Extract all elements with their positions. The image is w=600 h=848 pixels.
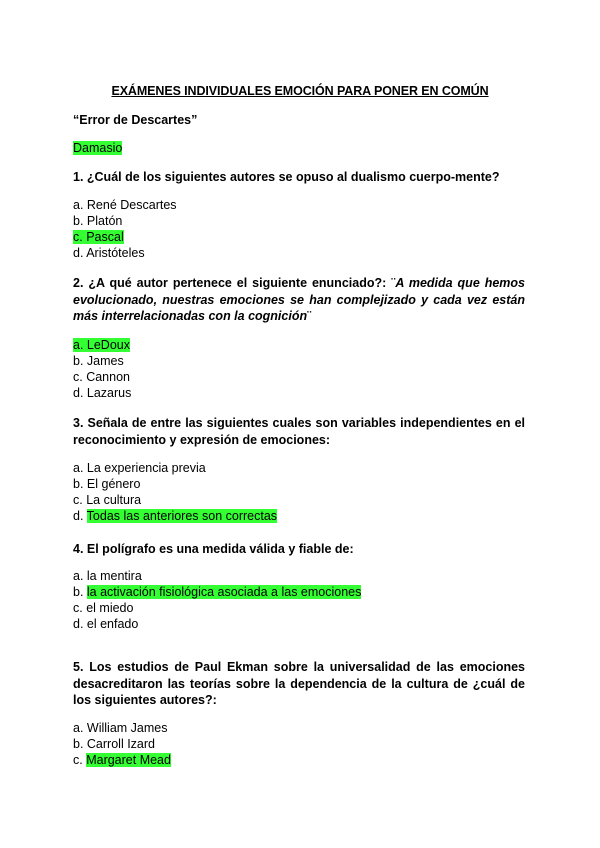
answer-highlight: Todas las anteriores son correctas bbox=[86, 509, 278, 523]
question-5: 5. Los estudios de Paul Ekman sobre la universalidad de las emociones desacreditaron las teorías sobre la dependencia de la cultura de ¿cuál de los siguientes autores?: bbox=[73, 660, 525, 707]
answer-highlight: c. Pascal bbox=[73, 230, 124, 244]
answer-highlight: a. LeDoux bbox=[73, 338, 130, 352]
option-5b: b. Carroll Izard bbox=[73, 737, 155, 751]
option-2b: b. James bbox=[73, 354, 124, 368]
option-3b: b. El género bbox=[73, 477, 141, 491]
option-5c: c. Margaret Mead bbox=[73, 753, 171, 767]
option-4a: a. la mentira bbox=[73, 569, 142, 583]
option-4d: d. el enfado bbox=[73, 617, 139, 631]
page-title: EXÁMENES INDIVIDUALES EMOCIÓN PARA PONER EN COMÚN bbox=[111, 84, 489, 98]
option-2d: d. Lazarus bbox=[73, 386, 132, 400]
answer-highlight: Margaret Mead bbox=[86, 753, 171, 767]
option-3a: a. La experiencia previa bbox=[73, 461, 206, 475]
question-2: 2. ¿A qué autor pertenece el siguiente enunciado?: ¨A medida que hemos evolucionado, nuestras emociones se han complejizado y cada vez están más interrelacionadas con la cognición¨ bbox=[73, 276, 525, 323]
option-1b: b. Platón bbox=[73, 214, 123, 228]
author-line bbox=[73, 140, 122, 156]
option-1c bbox=[73, 229, 124, 245]
option-3d: d. Todas las anteriores son correctas bbox=[73, 509, 278, 523]
option-2a bbox=[73, 337, 130, 353]
question-3: 3. Señala de entre las siguientes cuales son variables independientes en el reconocimiento y expresión de emociones: bbox=[73, 416, 525, 447]
answer-highlight: la activación fisiológica asociada a las emociones bbox=[86, 585, 362, 599]
option-5a: a. William James bbox=[73, 721, 168, 735]
option-2c: c. Cannon bbox=[73, 370, 130, 384]
option-1a: a. René Descartes bbox=[73, 198, 177, 212]
option-3c: c. La cultura bbox=[73, 493, 142, 507]
author-highlight: Damasio bbox=[73, 141, 123, 155]
subtitle: “Error de Descartes” bbox=[73, 113, 198, 127]
question-4: 4. El polígrafo es una medida válida y fiable de: bbox=[73, 542, 354, 556]
option-1d: d. Aristóteles bbox=[73, 246, 145, 260]
question-1: 1. ¿Cuál de los siguientes autores se opuso al dualismo cuerpo-mente? bbox=[73, 170, 500, 184]
option-4b: b. la activación fisiológica asociada a las emociones bbox=[73, 585, 362, 599]
option-4c: c. el miedo bbox=[73, 601, 134, 615]
